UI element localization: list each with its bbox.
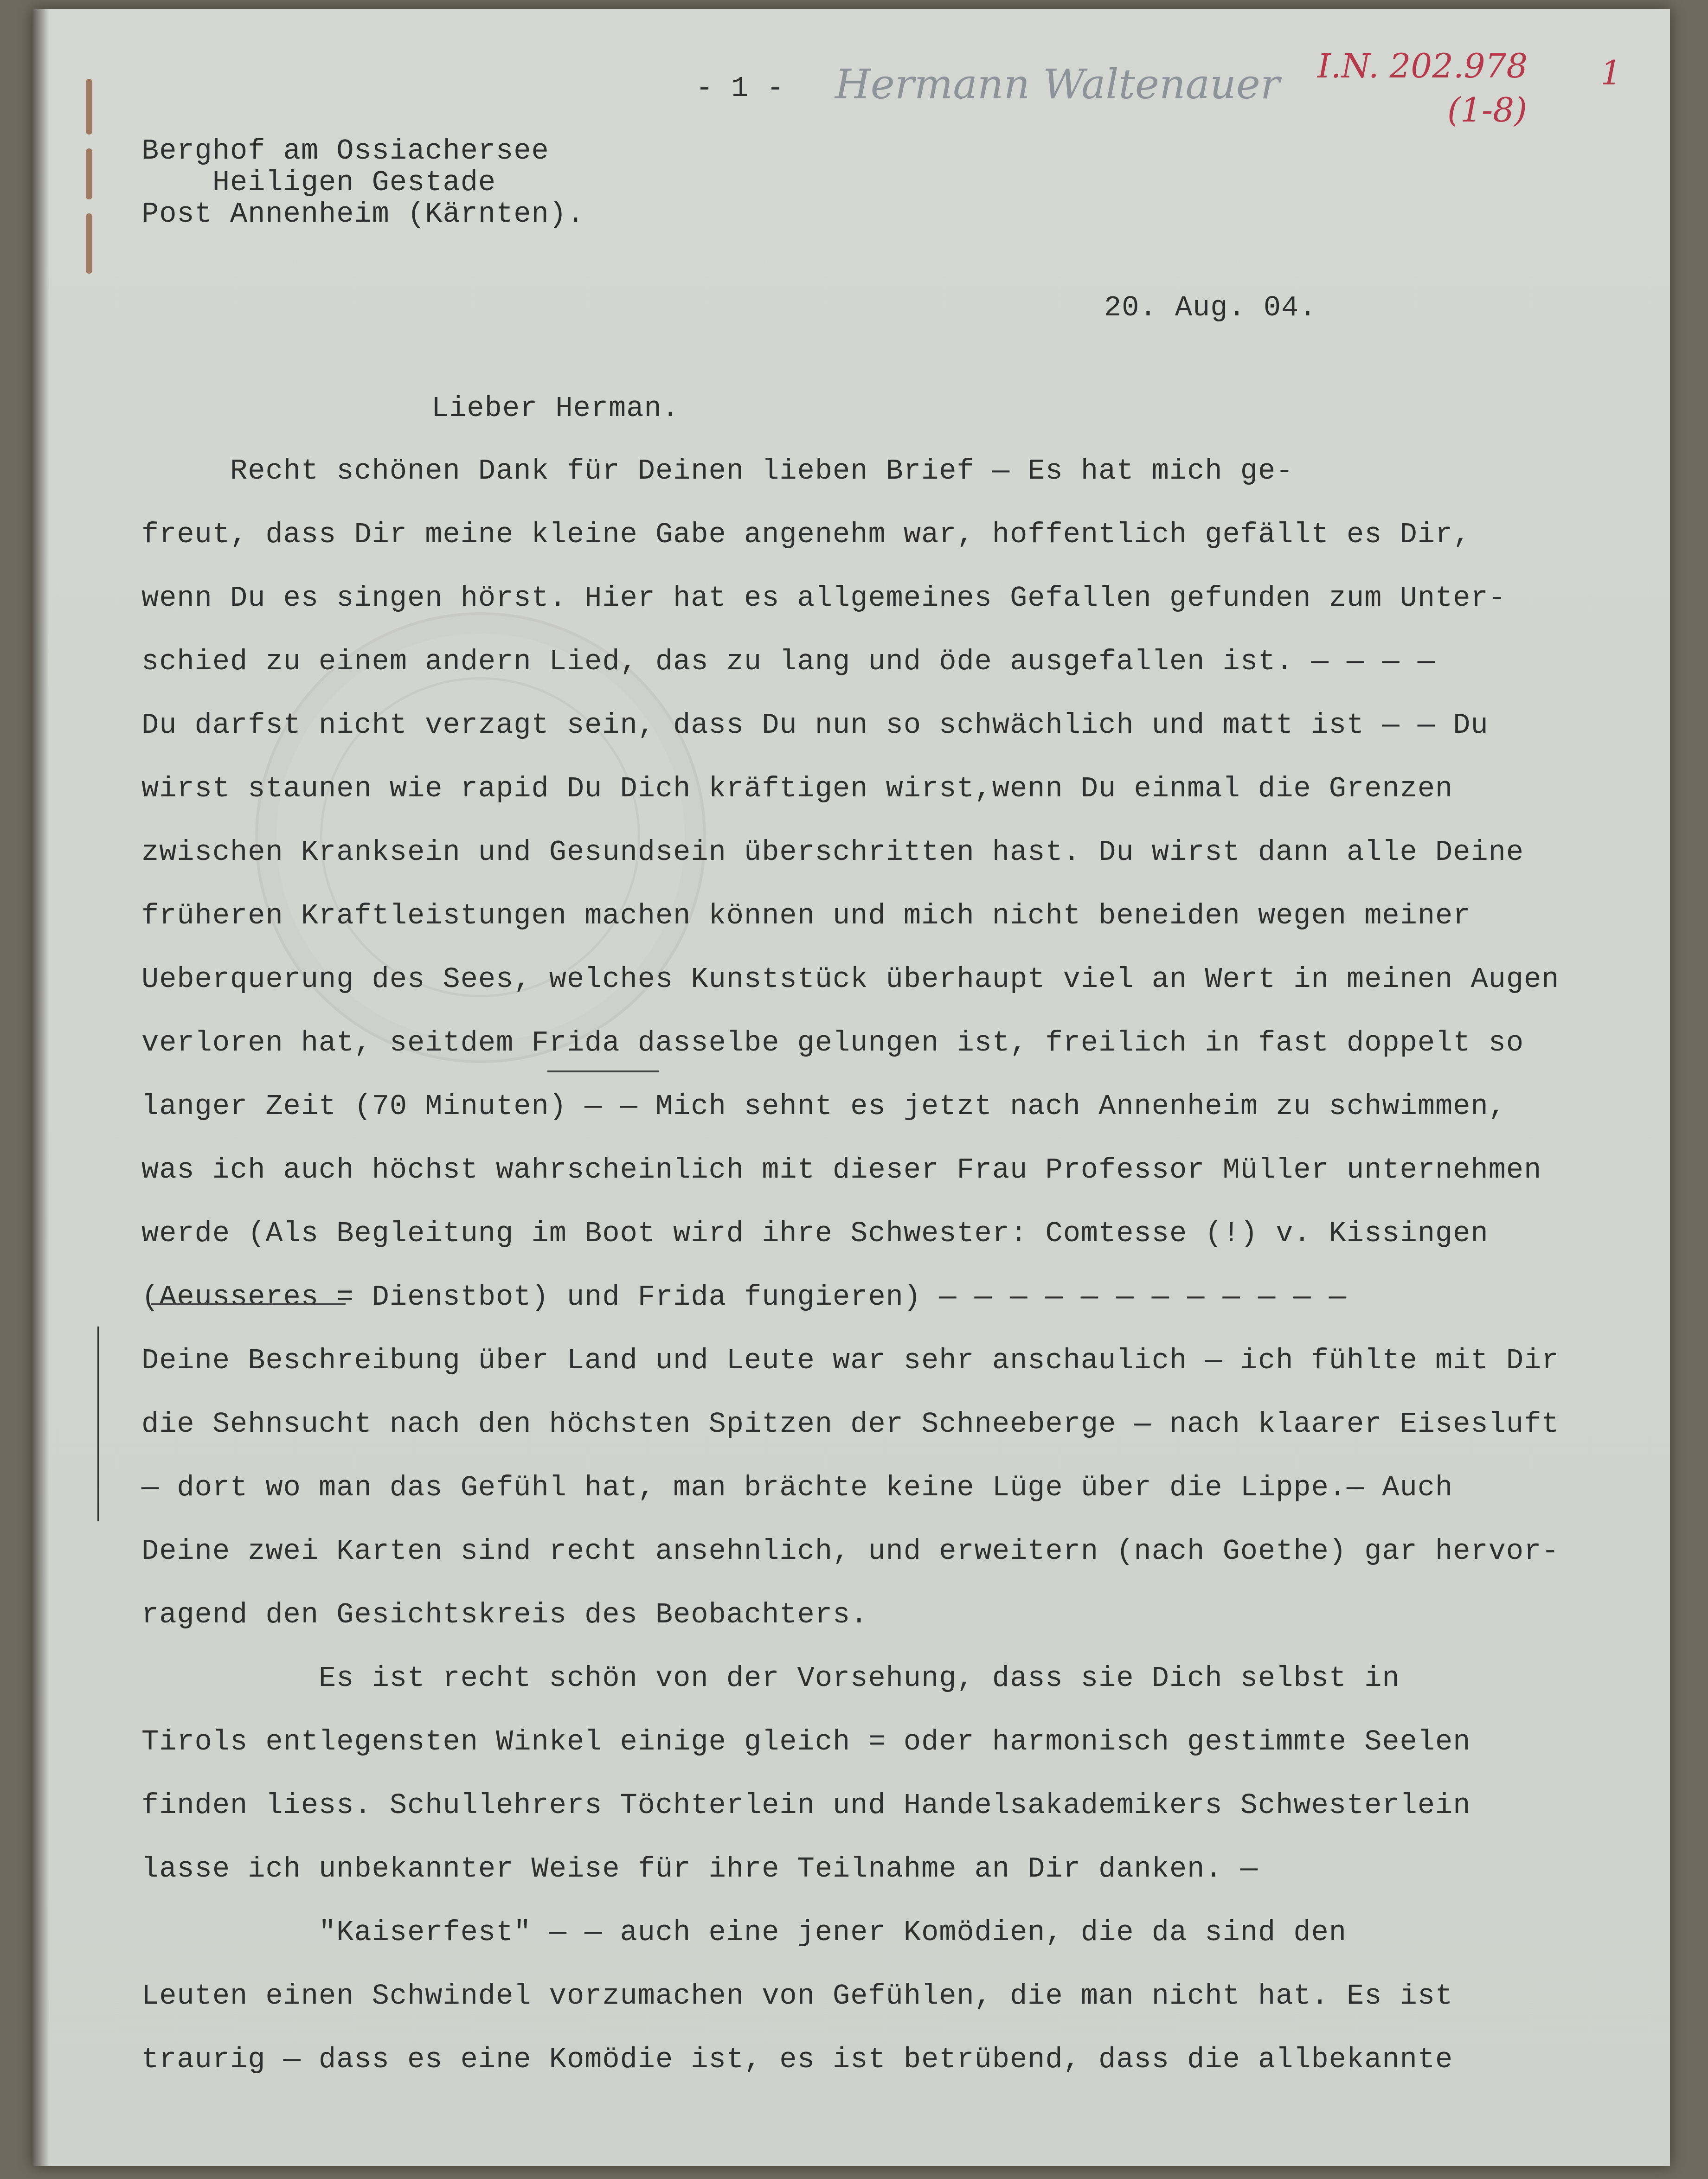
body-line: früheren Kraftleistungen machen können und mich nicht beneiden wegen meiner <box>141 899 1471 932</box>
body-line: Deine zwei Karten sind recht ansehnlich, und erweitern (nach Goethe) gar hervor- <box>141 1535 1560 1568</box>
underline-frida <box>547 1070 659 1072</box>
sender-line-3: Post Annenheim (Kärnten). <box>141 198 585 231</box>
sender-line-2: Heiligen Gestade <box>141 166 496 199</box>
body-line: (Aeusseres = Dienstbot) und Frida fungieren) — — — — — — — — — — — — <box>141 1281 1347 1314</box>
letter-page <box>32 9 1670 2166</box>
archive-range-annotation: (1-8) <box>1447 90 1528 129</box>
body-line: langer Zeit (70 Minuten) — — Mich sehnt es jetzt nach Annenheim zu schwimmen, <box>141 1090 1506 1123</box>
body-line: — dort wo man das Gefühl hat, man brächte keine Lüge über die Lippe.— Auch <box>141 1471 1453 1504</box>
body-line: finden liess. Schullehrers Töchterlein und Handelsakademikers Schwesterlein <box>141 1789 1471 1822</box>
body-line: Es ist recht schön von der Vorsehung, dass sie Dich selbst in <box>141 1662 1400 1695</box>
body-line: wirst staunen wie rapid Du Dich kräftigen wirst,wenn Du einmal die Grenzen <box>141 772 1453 805</box>
rust-stain <box>86 213 92 274</box>
body-line: Recht schönen Dank für Deinen lieben Brief — Es hat mich ge- <box>141 455 1294 487</box>
body-line: die Sehnsucht nach den höchsten Spitzen der Schneeberge — nach klaarer Eisesluft <box>141 1408 1560 1441</box>
body-line: ragend den Gesichtskreis des Beobachters. <box>141 1598 868 1631</box>
body-line: schied zu einem andern Lied, das zu lang und öde ausgefallen ist. — — — — <box>141 645 1436 678</box>
page-edge-shadow <box>32 9 49 2166</box>
archive-page-annotation: 1 <box>1600 53 1622 92</box>
body-line: traurig — dass es eine Komödie ist, es ist betrübend, dass die allbekannte <box>141 2043 1453 2076</box>
body-line: verloren hat, seitdem Frida dasselbe gelungen ist, freilich in fast doppelt so <box>141 1026 1524 1059</box>
rust-stain <box>86 79 92 135</box>
body-line: wenn Du es singen hörst. Hier hat es allgemeines Gefallen gefunden zum Unter- <box>141 582 1506 615</box>
body-line: lasse ich unbekannter Weise für ihre Teilnahme an Dir danken. — <box>141 1852 1258 1885</box>
body-line: werde (Als Begleitung im Boot wird ihre Schwester: Comtesse (!) v. Kissingen <box>141 1217 1489 1250</box>
rust-stain <box>86 148 92 199</box>
pencil-name-annotation: Hermann Waltenauer <box>835 60 1280 108</box>
body-line: Deine Beschreibung über Land und Leute war sehr anschaulich — ich fühlte mit Dir <box>141 1344 1560 1377</box>
body-line: freut, dass Dir meine kleine Gabe angenehm war, hoffentlich gefällt es Dir, <box>141 518 1471 551</box>
body-line: was ich auch höchst wahrscheinlich mit dieser Frau Professor Müller unternehmen <box>141 1154 1542 1186</box>
body-line: "Kaiserfest" — — auch eine jener Komödien, die da sind den <box>141 1916 1347 1949</box>
sender-line-1: Berghof am Ossiachersee <box>141 135 549 167</box>
body-line: Leuten einen Schwindel vorzumachen von Gefühlen, die man nicht hat. Es ist <box>141 1980 1453 2012</box>
margin-mark <box>97 1327 99 1521</box>
body-line: Tirols entlegensten Winkel einige gleich = oder harmonisch gestimmte Seelen <box>141 1725 1471 1758</box>
body-line: Ueberquerung des Sees, welches Kunststück überhaupt viel an Wert in meinen Augen <box>141 963 1560 996</box>
archive-number-annotation: I.N. 202.978 <box>1317 46 1528 85</box>
letter-date: 20. Aug. 04. <box>1104 291 1317 324</box>
underline-aeusseres <box>151 1303 346 1305</box>
page-number: - 1 - <box>696 72 785 105</box>
body-line: zwischen Kranksein und Gesundsein überschritten hast. Du wirst dann alle Deine <box>141 836 1524 869</box>
salutation: Lieber Herman. <box>431 392 680 425</box>
body-line: Du darfst nicht verzagt sein, dass Du nun so schwächlich und matt ist — — Du <box>141 709 1489 742</box>
